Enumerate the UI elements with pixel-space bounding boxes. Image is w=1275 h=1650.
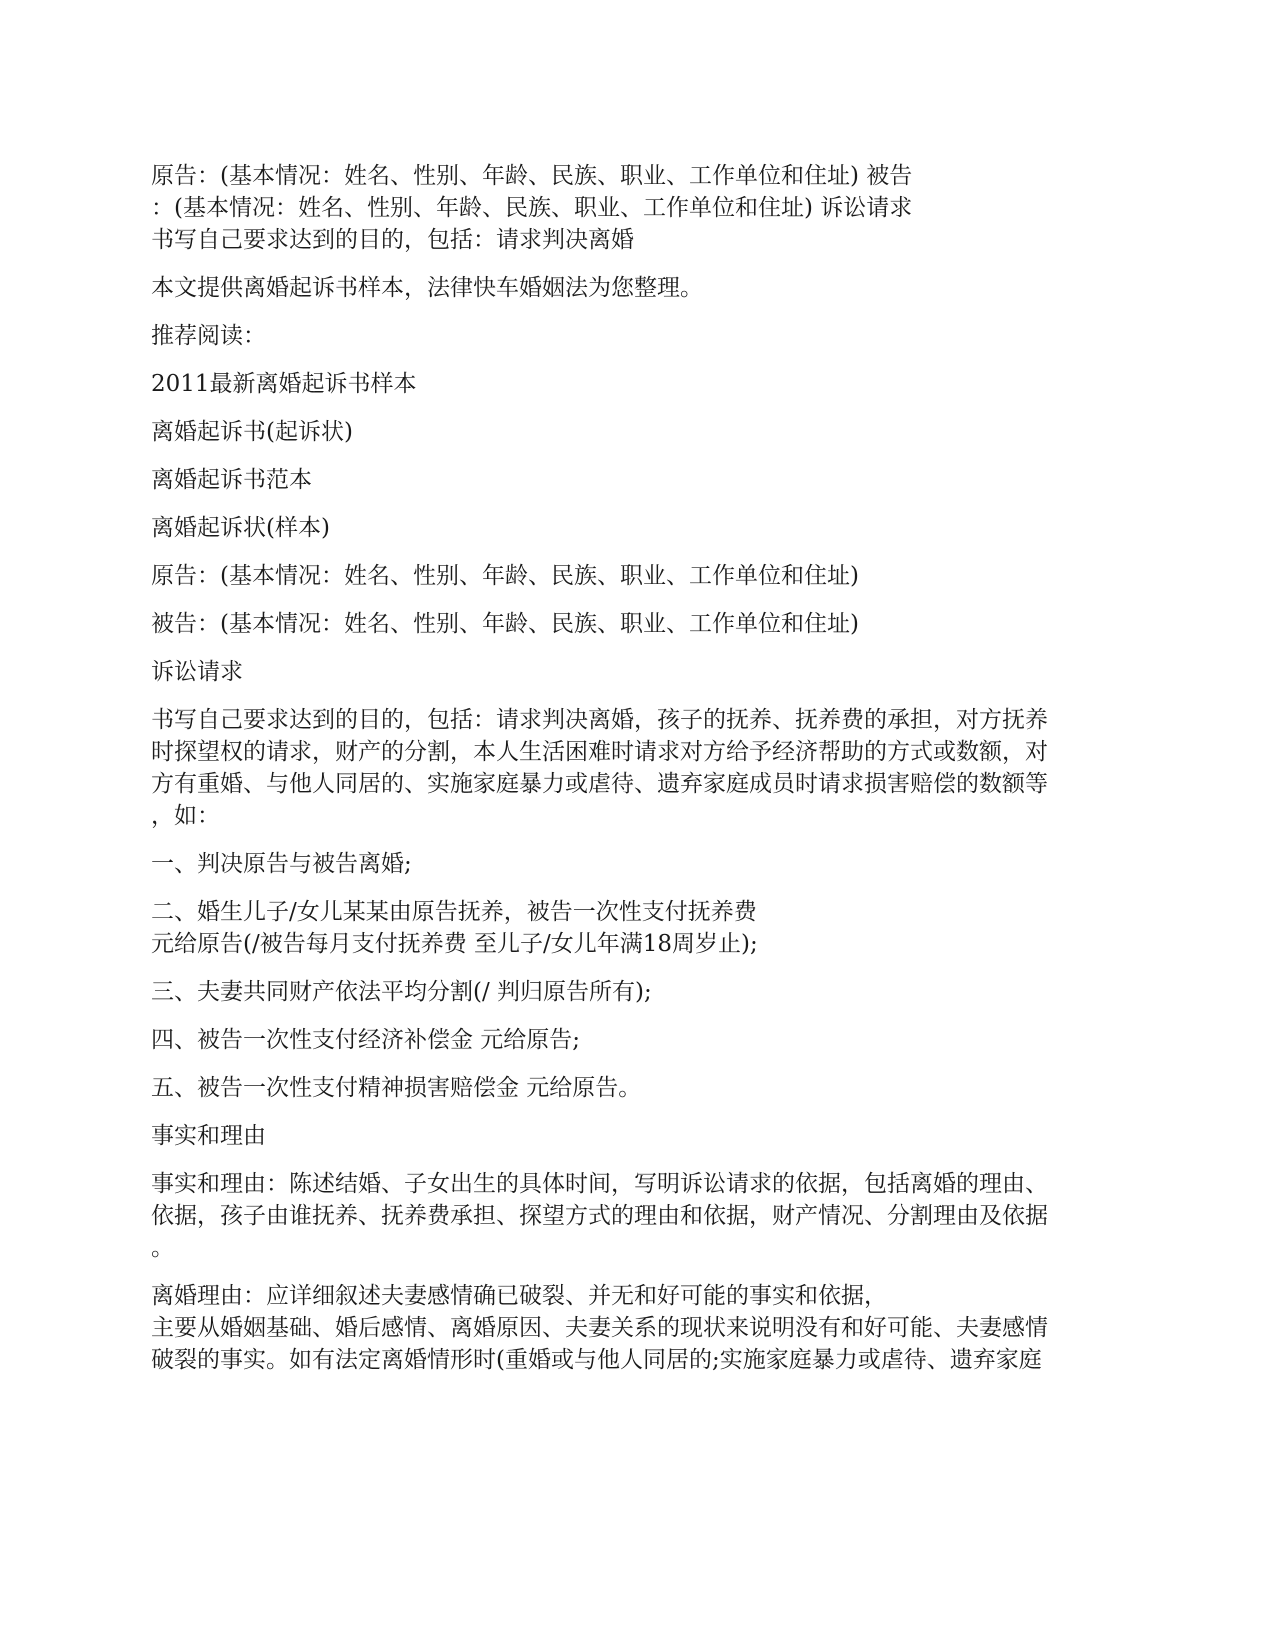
intro-line: 原告：(基本情况：姓名、性别、年龄、民族、职业、工作单位和住址) 被告	[151, 163, 913, 189]
claim-item-5	[151, 1072, 1131, 1104]
claim-item-line: 四、被告一次性支付经济补偿金 元给原告;	[151, 1027, 581, 1053]
claims-heading: 诉讼请求	[151, 659, 243, 685]
claims-line: 书写自己要求达到的目的，包括：请求判决离婚，孩子的抚养、抚养费的承担，对方抚养	[151, 707, 1048, 733]
intro-line: ：(基本情况：姓名、性别、年龄、民族、职业、工作单位和住址) 诉讼请求	[151, 195, 913, 221]
plaintiff-info: 原告：(基本情况：姓名、性别、年龄、民族、职业、工作单位和住址)	[151, 563, 859, 589]
claim-item-line: 元给原告(/被告每月支付抚养费 至儿子/女儿年满18周岁止);	[151, 931, 758, 957]
recommend-link-2011-sample[interactable]: 2011最新离婚起诉书样本	[151, 371, 417, 397]
divorce-reason	[151, 1280, 1131, 1376]
summary-paragraph: 本文提供离婚起诉书样本，法律快车婚姻法为您整理。	[151, 275, 703, 301]
recommend-link-complaint[interactable]: 离婚起诉书(起诉状)	[151, 419, 353, 445]
facts-line: 事实和理由：陈述结婚、子女出生的具体时间，写明诉讼请求的依据，包括离婚的理由、	[151, 1171, 1048, 1197]
claims-body	[151, 704, 1131, 832]
divorce-reason-line: 主要从婚姻基础、婚后感情、离婚原因、夫妻关系的现状来说明没有和好可能、夫妻感情	[151, 1315, 1048, 1341]
facts-body	[151, 1168, 1131, 1264]
recommend-label: 推荐阅读：	[151, 323, 266, 349]
claim-item-line: 五、被告一次性支付精神损害赔偿金 元给原告。	[151, 1075, 642, 1101]
claim-item-3	[151, 976, 1131, 1008]
intro-paragraph	[151, 160, 1131, 256]
claims-line: 时探望权的请求，财产的分割，本人生活困难时请求对方给予经济帮助的方式或数额，对	[151, 739, 1048, 765]
form-title: 离婚起诉状(样本)	[151, 515, 330, 541]
claims-line: 方有重婚、与他人同居的、实施家庭暴力或虐待、遗弃家庭成员时请求损害赔偿的数额等	[151, 771, 1048, 797]
intro-line: 书写自己要求达到的目的，包括：请求判决离婚	[151, 227, 634, 253]
divorce-reason-line: 离婚理由：应详细叙述夫妻感情确已破裂、并无和好可能的事实和依据，	[151, 1283, 887, 1309]
document-body	[151, 160, 1131, 1392]
defendant-info: 被告：(基本情况：姓名、性别、年龄、民族、职业、工作单位和住址)	[151, 611, 859, 637]
claim-item-2	[151, 896, 1131, 960]
claim-item-1	[151, 848, 1131, 880]
claim-item-line: 一、判决原告与被告离婚;	[151, 851, 412, 877]
recommend-link-template[interactable]: 离婚起诉书范本	[151, 467, 312, 493]
claim-item-line: 三、夫妻共同财产依法平均分割(/ 判归原告所有);	[151, 979, 652, 1005]
facts-heading: 事实和理由	[151, 1123, 266, 1149]
claim-item-4	[151, 1024, 1131, 1056]
claims-line: ，如：	[151, 803, 220, 829]
divorce-reason-line: 破裂的事实。如有法定离婚情形时(重婚或与他人同居的;实施家庭暴力或虐待、遗弃家庭	[151, 1347, 1042, 1373]
facts-line: 依据，孩子由谁抚养、抚养费承担、探望方式的理由和依据，财产情况、分割理由及依据	[151, 1203, 1048, 1229]
facts-line: 。	[151, 1235, 174, 1261]
claim-item-line: 二、婚生儿子/女儿某某由原告抚养，被告一次性支付抚养费	[151, 899, 757, 925]
